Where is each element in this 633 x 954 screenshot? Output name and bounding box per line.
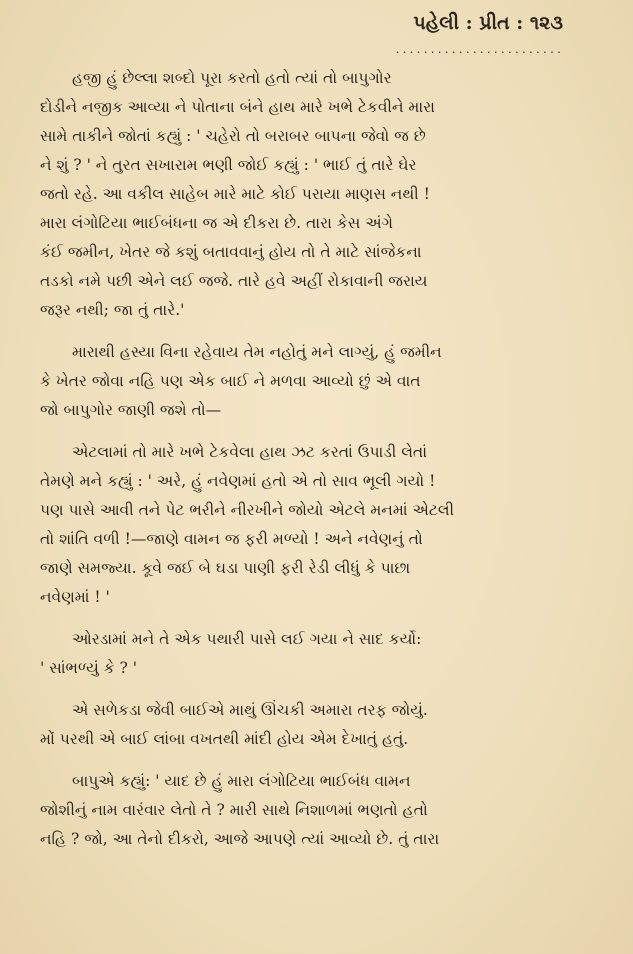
text-line: દોડીને નજીક આવ્યા ને પોતાના બંને હાથ મારે ખભે ટેકવીને મારા xyxy=(40,98,435,116)
text-line: હજી હું છેલ્લા શબ્દો પૂરા કરતો હતો ત્યાં તો બાપુગોર xyxy=(72,69,392,87)
text-line: તો શાંતિ વળી !—જાણે વામન જ ફરી મળ્યો ! અને નવેણનું તો xyxy=(40,530,423,548)
text-line: તડકો નમે પછી એને લઈ જજે. તારે હવે અહીં રોકાવાની જરાય xyxy=(40,272,428,290)
text-line: જરૂર નથી; જા તું તારે.' xyxy=(40,301,185,319)
text-line: મોં પરથી એ બાઈ લાંબા વખતથી માંદી હોય એમ દેખાતું હતું. xyxy=(40,730,409,748)
paragraph-1 xyxy=(40,64,600,325)
header-dotted-rule: ........................ xyxy=(394,45,563,56)
text-line: નહિ ? જો, આ તેનો દીકરો, આજે આપણે ત્યાં આવ્યો છે. તું તારા xyxy=(40,830,440,848)
running-header: પહેલી : પ્રીત : ૧૨૩ xyxy=(413,12,563,34)
text-line: જાણે સમજ્યા. કૂવે જઈ બે ઘડા પાણી ફરી રેડી લીધું કે પાછા xyxy=(40,559,411,577)
text-line: મારા લંગોટિયા ભાઈબંધના જ એ દીકરા છે. તારા કેસ અંગે xyxy=(40,214,393,232)
text-line: બાપુએ કહ્યું: ' યાદ છે હું મારા લંગોટિયા ભાઈબંધ વામન xyxy=(72,772,411,790)
paragraph-2 xyxy=(40,338,600,425)
paragraph-4 xyxy=(40,625,600,683)
text-line: ' સાંભળ્યું કે ? ' xyxy=(40,659,138,677)
text-line: જતો રહે. આ વકીલ સાહેબ મારે માટે કોઈ પરાયા માણસ નથી ! xyxy=(40,185,430,203)
text-line: મારાથી હસ્યા વિના રહેવાય તેમ નહોતું મને લાગ્યું, હું જમીન xyxy=(72,343,442,361)
text-line: એ સળેકડા જેવી બાઈએ માથું ઊંચકી અમારા તરફ જોયું. xyxy=(72,701,428,719)
text-line: ને શું ? ' ને તુરત સખારામ ભણી જોઈ કહ્યું : ' ભાઈ તું તારે ઘેર xyxy=(40,156,417,174)
text-line: પણ પાસે આવી તને પેટ ભરીને નીરખીને જોયો એટલે મનમાં એટલી xyxy=(40,501,455,519)
text-line: કે ખેતર જોવા નહિ પણ એક બાઈ ને મળવા આવ્યો છું એ વાત xyxy=(40,372,421,390)
text-line: કંઈ જમીન, ખેતર જે કશું બતાવવાનું હોય તો તે માટે સાંજેકના xyxy=(40,243,422,261)
text-line: તેમણે મને કહ્યું : ' અરે, હું નવેણમાં હતો એ તો સાવ ભૂલી ગયો ! xyxy=(40,472,436,490)
paragraph-3 xyxy=(40,438,600,612)
text-line: જો બાપુગોર જાણી જશે તો— xyxy=(40,401,222,419)
page-body xyxy=(40,64,600,867)
paragraph-5 xyxy=(40,696,600,754)
text-line: જોશીનું નામ વારંવાર લેતો તે ? મારી સાથે નિશાળમાં ભણતો હતો xyxy=(40,801,428,819)
text-line: સામે તાકીને જોતાં કહ્યું : ' ચહેરો તો બરાબર બાપના જેવો જ છે xyxy=(40,127,426,145)
text-line: એટલામાં તો મારે ખભે ટેકવેલા હાથ ઝટ કરતાં ઉપાડી લેતાં xyxy=(72,443,428,461)
text-line: ઓરડામાં મને તે એક પથારી પાસે લઈ ગયા ને સાદ કર્યો: xyxy=(72,630,422,648)
paragraph-6 xyxy=(40,767,600,854)
text-line: નવેણમાં ! ' xyxy=(40,588,110,606)
